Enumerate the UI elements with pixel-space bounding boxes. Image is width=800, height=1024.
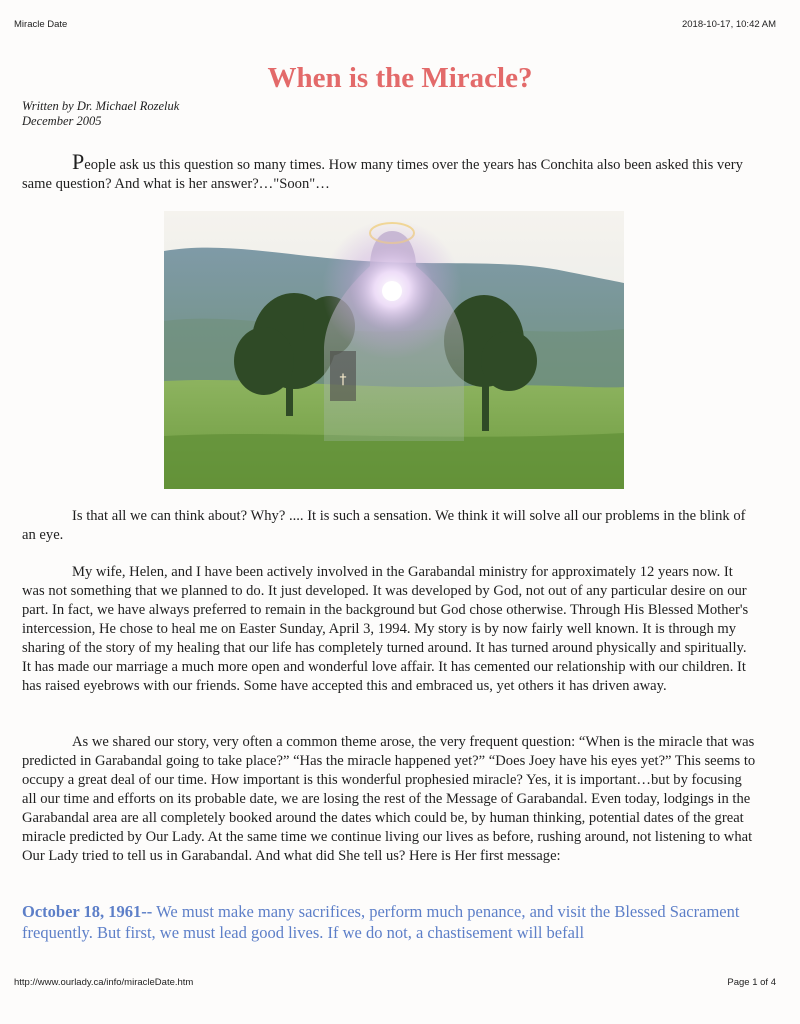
footer-page-number: Page 1 of 4 — [727, 977, 776, 988]
paragraph-2: Is that all we can think about? Why? .... It is such a sensation. We think it will solve all our problems in the blink of an eye. — [22, 508, 746, 543]
intro-paragraph — [22, 149, 758, 194]
message-date: October 18, 1961-- — [22, 902, 153, 921]
byline — [22, 99, 179, 129]
author-line: Written by Dr. Michael Rozeluk — [22, 99, 180, 113]
svg-text:†: † — [339, 372, 347, 388]
apparition-photo — [164, 211, 624, 489]
header-page-title: Miracle Date — [14, 19, 68, 30]
paragraph-4: As we shared our story, very often a common theme arose, the very frequent question: “When is the miracle that was predicted in Garabandal going to take place?” “Has the miracle happened yet?” “Does Joey have his eyes yet?” This seems to occupy a great deal of our time. How important is this wonderful prophesied miracle? Yes, it is important…but by focusing all our time and efforts on its probable date, we are losing the rest of the Message of Garabandal. Even today, lodgings in the Garabandal area are all completely booked around the dates which could be, by human thinking, potential dates of the great miracle predicted by Our Lady. At the same time we continue living our lives as before, rushing around, not listening to what Our Lady tried to tell us in Garabandal. And what did She tell us? Here is Her first message: — [22, 734, 756, 864]
article-title: When is the Miracle? — [267, 62, 533, 94]
header-timestamp: 2018-10-17, 10:42 AM — [681, 19, 776, 30]
message-text: We must make many sacrifices, perform much penance, and visit the Blessed Sacrament frequently. But first, we must lead good lives. If we do not, a chastisement will befall — [22, 902, 740, 942]
print-header — [14, 19, 776, 30]
print-footer — [14, 977, 776, 988]
footer-url: http://www.ourlady.ca/info/miracleDate.htm — [14, 977, 194, 988]
first-message — [22, 901, 770, 943]
paragraph-3: My wife, Helen, and I have been actively involved in the Garabandal ministry for approximately 12 years now. It was not something that we planned to do. It just developed. It was developed by God, not out of any particular desire on our part. In fact, we have always preferred to remain in the background but God chose otherwise. Through His Blessed Mother's intercession, He chose to heal me on Easter Sunday, April 3, 1994. My story is by now fairly well known. It is through my sharing of the story of my healing that our life has completely turned around. It has turned around physically and spiritually. It has made our marriage a much more open and wonderful love affair. It has cemented our relationship with our children. It has raised eyebrows with our friends. Some have accepted this and embraced us, yet others it has driven away. — [22, 564, 749, 694]
date-line: December 2005 — [22, 114, 102, 128]
intro-initial: P — [72, 149, 85, 174]
intro-text: eople ask us this question so many times. How many times over the years has Conchita also been asked this very same question? And what is her answer?…"Soon"… — [22, 157, 743, 192]
